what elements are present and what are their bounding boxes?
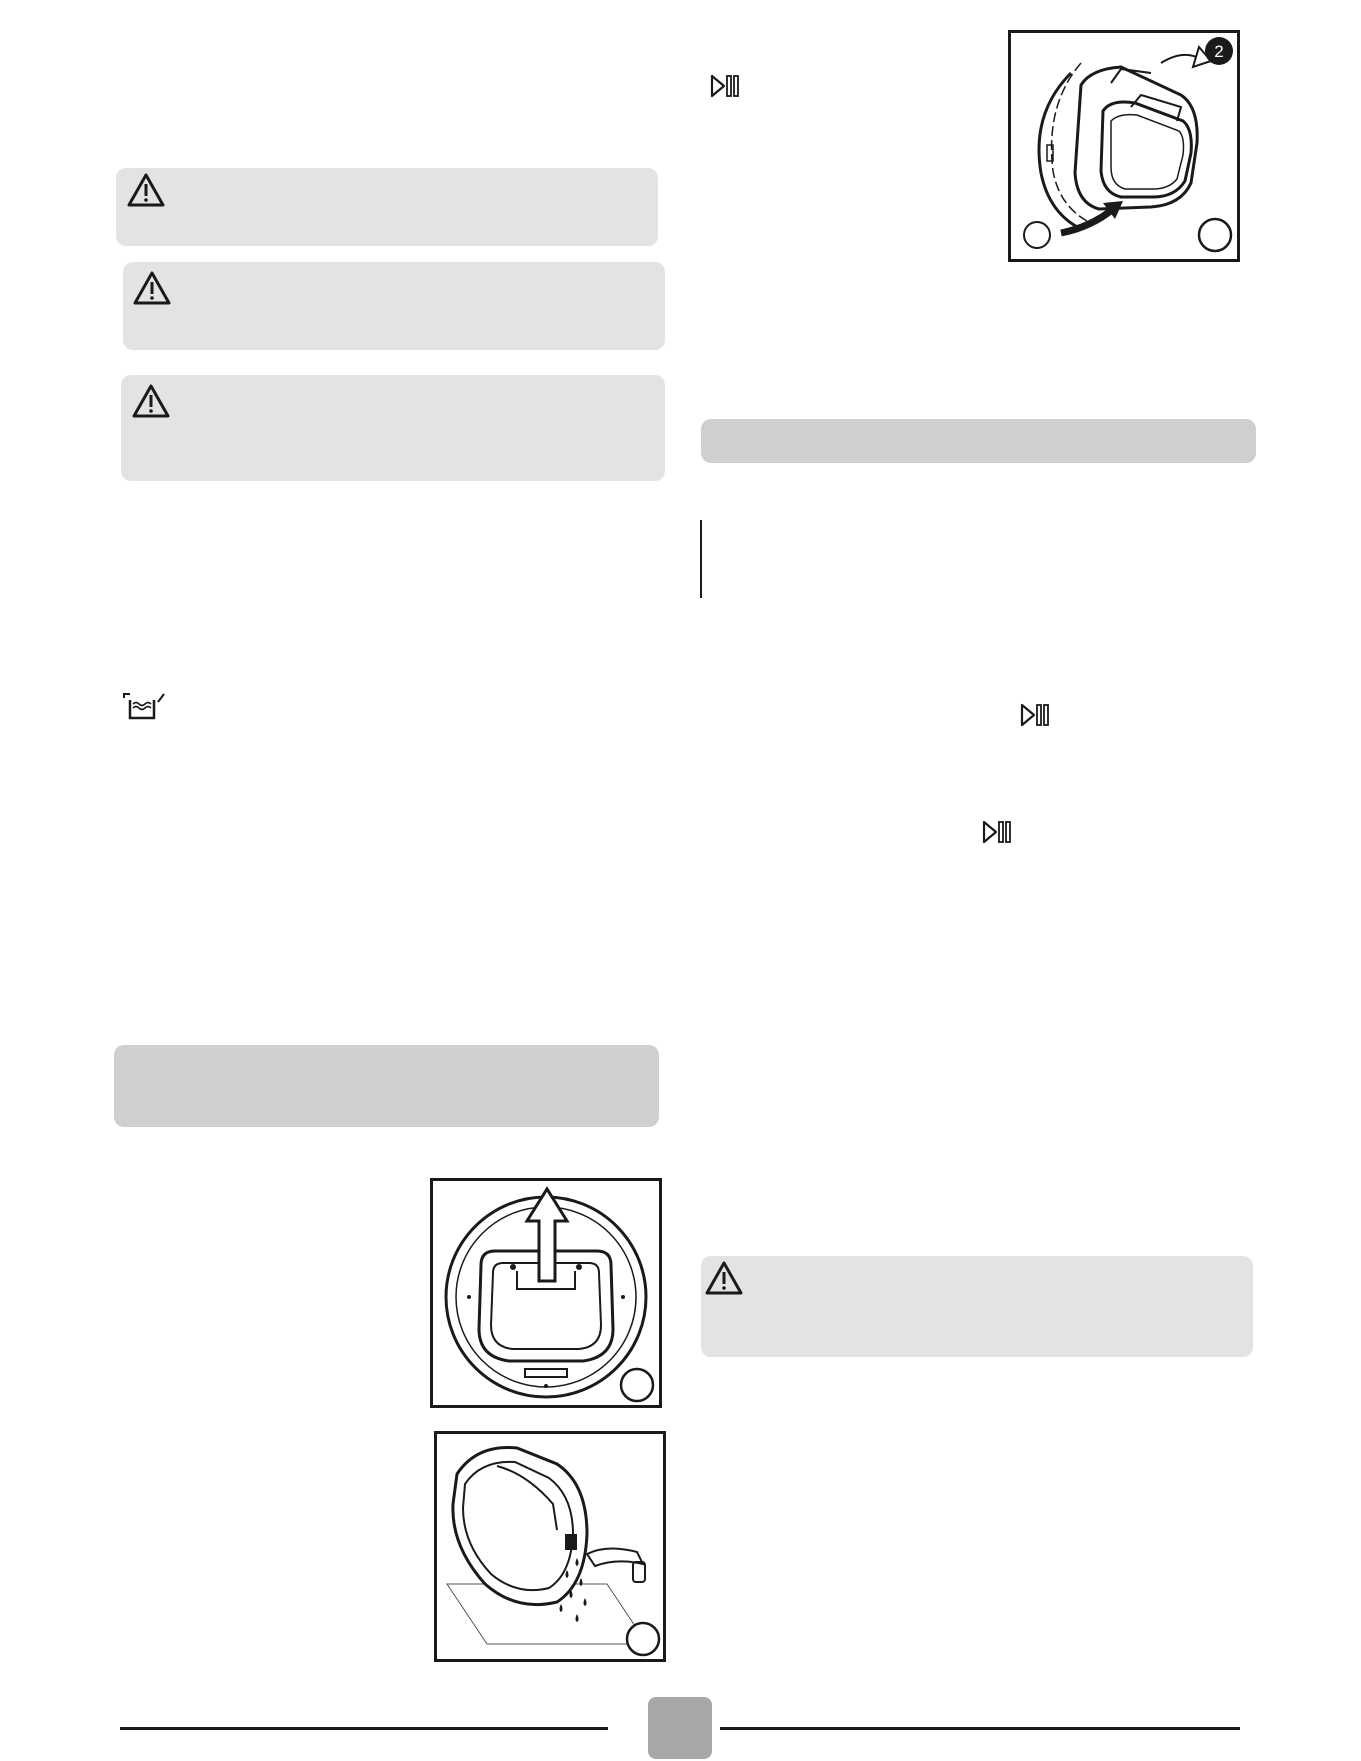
start-pause-icon (982, 820, 1014, 844)
water-tank-lift-illustration (433, 1181, 659, 1405)
fig-water-tank-empty (434, 1431, 666, 1662)
tank-insert-illustration (1011, 33, 1237, 259)
warning-panel-4 (701, 1256, 1253, 1357)
section-header-panel-left (114, 1045, 659, 1127)
warning-triangle-icon (132, 270, 172, 306)
warning-triangle-icon (131, 383, 171, 419)
start-pause-icon (710, 74, 742, 98)
vertical-rule (700, 520, 702, 598)
footer-rule-right (720, 1727, 1240, 1730)
start-pause-icon (1020, 703, 1052, 727)
water-tank-empty-illustration (437, 1434, 663, 1659)
warning-panel-2 (123, 262, 665, 350)
warning-panel-3 (121, 375, 665, 481)
footer-rule-left (120, 1727, 608, 1730)
fig-2-number: 2 (1214, 42, 1224, 61)
warning-triangle-icon (126, 172, 166, 208)
fig-water-tank-lift (430, 1178, 662, 1408)
page-number-box (648, 1697, 712, 1759)
water-tank-icon (122, 692, 166, 722)
fig-2 (1008, 30, 1240, 262)
section-header-panel-right (701, 419, 1256, 463)
warning-panel-1 (116, 168, 658, 246)
warning-triangle-icon (704, 1260, 744, 1296)
